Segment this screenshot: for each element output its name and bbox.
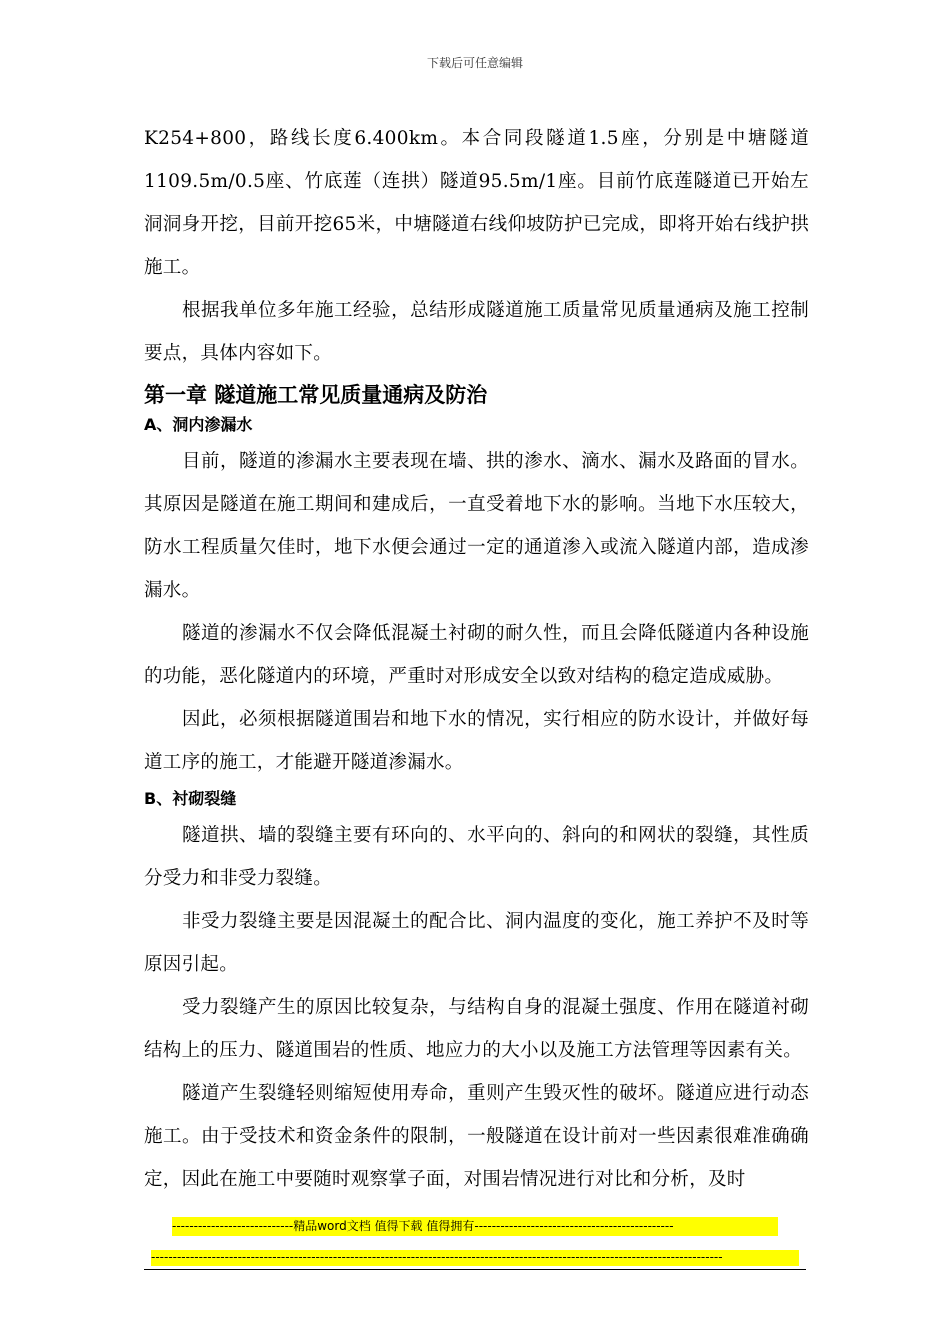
footer-highlight-banner: ----------------------------精品word文档 值得下载 值得拥有----------------------------------------------: [172, 1217, 778, 1236]
footer-highlight-dashes: ------------------------------------------------------------------------------------------------------------------------------------: [151, 1250, 799, 1266]
chapter-title: 第一章 隧道施工常见质量通病及防治: [144, 383, 488, 407]
footer-divider: [144, 1269, 806, 1270]
intro-paragraph: K254+800，路线长度6.400km。本合同段隧道1.5座，分别是中塘隧道1109.5m/0.5座、竹底莲（连拱）隧道95.5m/1座。目前竹底莲隧道已开始左洞洞身开挖，目前开挖65米，中塘隧道右线仰坡防护已完成，即将开始右线护拱施工。: [144, 128, 809, 278]
page-header-note: 下载后可任意编辑: [426, 56, 523, 70]
section-a-paragraph-1: 目前，隧道的渗漏水主要表现在墙、拱的渗水、滴水、漏水及路面的冒水。其原因是隧道在施工期间和建成后，一直受着地下水的影响。当地下水压较大，防水工程质量欠佳时，地下水便会通过一定的通道渗入或流入隧道内部，造成渗漏水。: [144, 451, 809, 601]
summary-paragraph: 根据我单位多年施工经验，总结形成隧道施工质量常见质量通病及施工控制要点，具体内容如下。: [144, 300, 809, 364]
section-b-title: B、衬砌裂缝: [144, 789, 237, 808]
section-a-paragraph-2: 隧道的渗漏水不仅会降低混凝土衬砌的耐久性，而且会降低隧道内各种设施的功能，恶化隧道内的环境，严重时对形成安全以致对结构的稳定造成威胁。: [144, 623, 809, 687]
section-b-paragraph-2: 非受力裂缝主要是因混凝土的配合比、洞内温度的变化，施工养护不及时等原因引起。: [144, 911, 809, 975]
section-b-paragraph-4: 隧道产生裂缝轻则缩短使用寿命，重则产生毁灭性的破坏。隧道应进行动态施工。由于受技术和资金条件的限制，一般隧道在设计前对一些因素很难准确确定，因此在施工中要随时观察掌子面，对围岩情况进行对比和分析，及时: [144, 1083, 809, 1190]
section-a-title: A、洞内渗漏水: [144, 415, 253, 434]
section-b-paragraph-1: 隧道拱、墙的裂缝主要有环向的、水平向的、斜向的和网状的裂缝，其性质分受力和非受力裂缝。: [144, 825, 809, 889]
document-body: [144, 117, 809, 1201]
section-a-paragraph-3: 因此，必须根据隧道围岩和地下水的情况，实行相应的防水设计，并做好每道工序的施工，才能避开隧道渗漏水。: [144, 709, 809, 773]
section-b-paragraph-3: 受力裂缝产生的原因比较复杂，与结构自身的混凝土强度、作用在隧道衬砌结构上的压力、隧道围岩的性质、地应力的大小以及施工方法管理等因素有关。: [144, 997, 809, 1061]
